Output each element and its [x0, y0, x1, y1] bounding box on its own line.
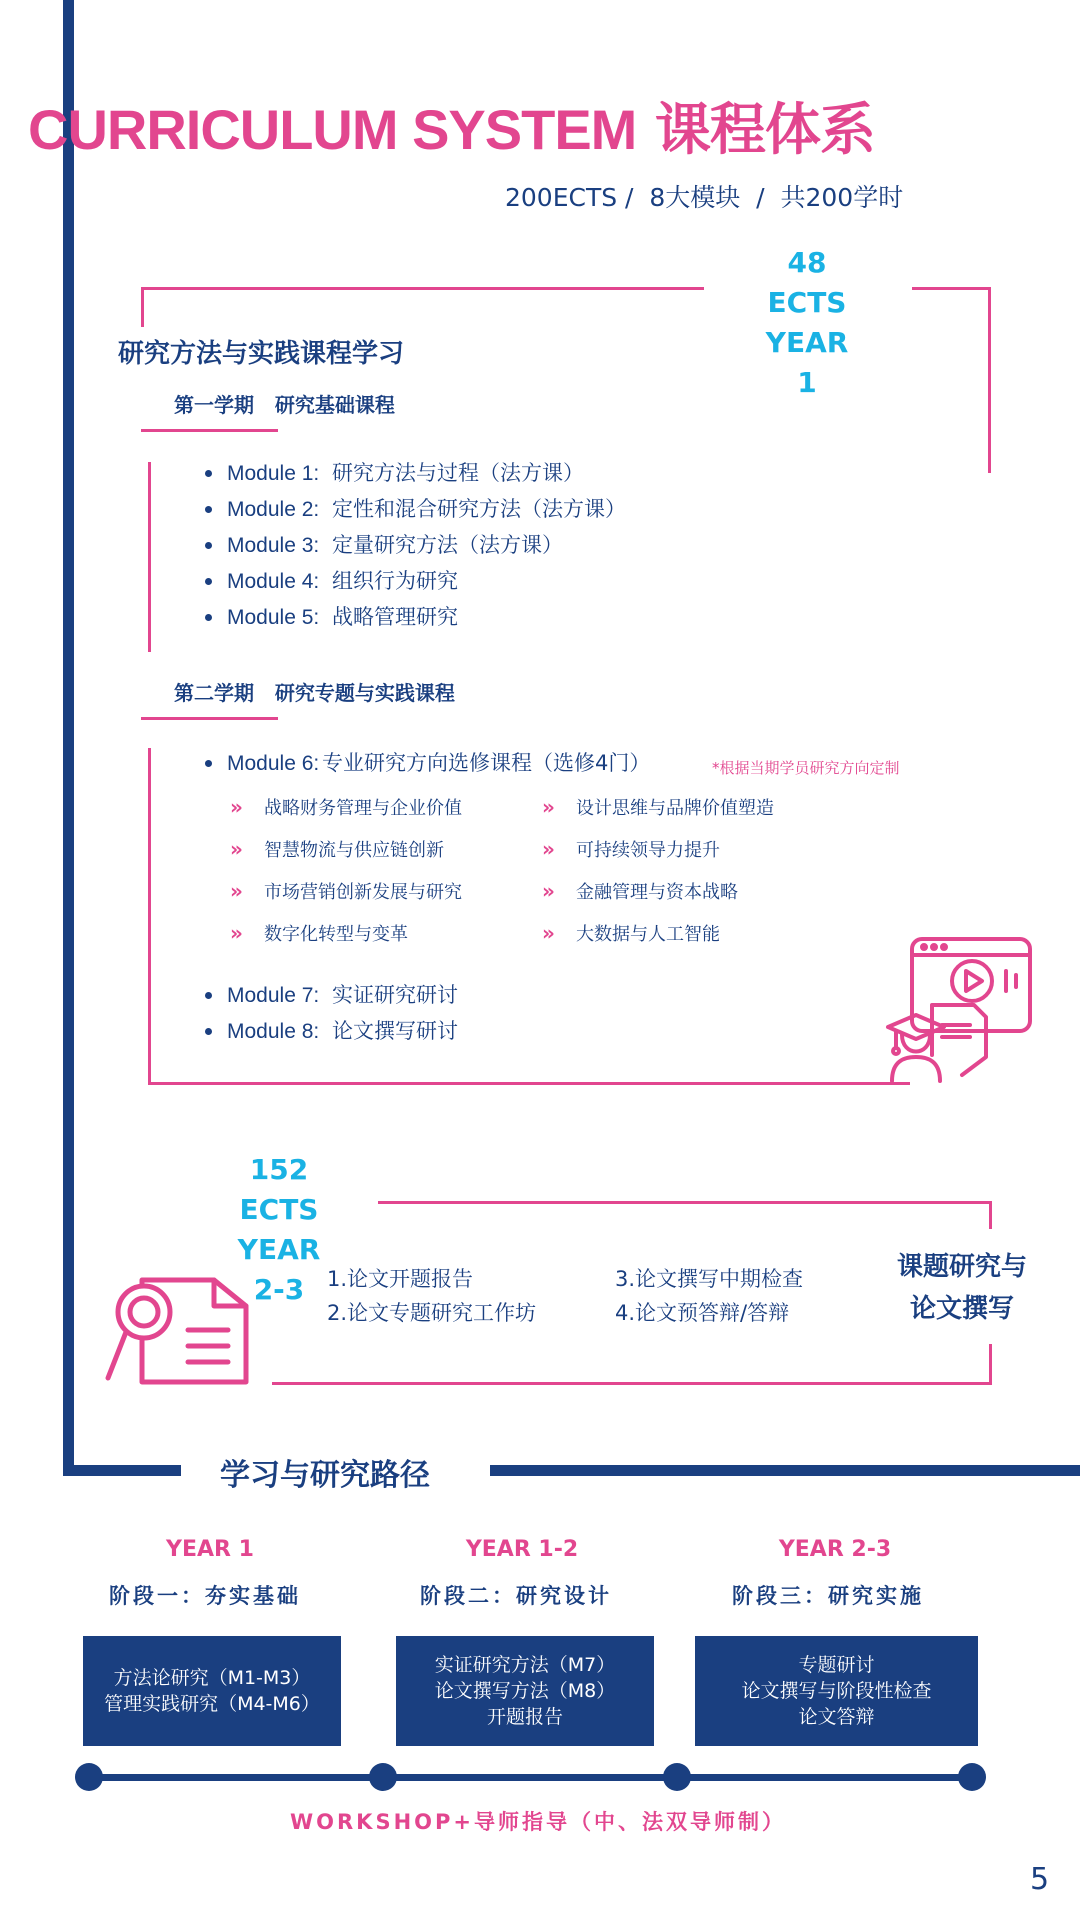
- electives-left: [230, 786, 462, 954]
- term2-left-line: [148, 748, 151, 1084]
- year23-top-line: [378, 1201, 992, 1204]
- module-item: Module 6: 专业研究方向选修课程（选修4门）: [205, 745, 650, 781]
- term2-underline: [141, 717, 278, 720]
- thesis-item: 4.论文预答辩/答辩: [615, 1301, 790, 1325]
- stage-name: 阶段一：夯实基础: [109, 1584, 301, 1608]
- year23-ects: 152 ECTS: [239, 1153, 319, 1226]
- year1-top-line-left: [141, 287, 704, 290]
- term1-left-line: [148, 462, 151, 652]
- module-item: Module 4: 组织行为研究: [205, 563, 626, 599]
- term2-module-list: [205, 977, 458, 1049]
- timeline-dot: [75, 1763, 103, 1791]
- module-item: Module 5: 战略管理研究: [205, 599, 626, 635]
- video-lesson-icon: [880, 935, 1035, 1085]
- year1-top-line-left-tick: [141, 287, 144, 327]
- module-item: Module 2: 定性和混合研究方法（法方课）: [205, 491, 626, 527]
- elective-item: » 设计思维与品牌价值塑造: [542, 795, 774, 819]
- module-item: Module 7: 实证研究研讨: [205, 977, 458, 1013]
- thesis-item: 2.论文专题研究工作坊: [327, 1301, 537, 1325]
- stage-year: YEAR 1-2: [465, 1537, 579, 1562]
- page-title-en: CURRICULUM SYSTEM: [28, 98, 637, 161]
- year1-label: YEAR 1: [765, 326, 849, 399]
- term1-underline: [141, 429, 278, 432]
- stage-box: 方法论研究（M1-M3） 管理实践研究（M4-M6）: [83, 1636, 341, 1746]
- stage-name: 阶段三：研究实施: [732, 1584, 924, 1608]
- timeline-dot: [663, 1763, 691, 1791]
- stage-year: YEAR 2-3: [778, 1537, 892, 1562]
- module-item: Module 3: 定量研究方法（法方课）: [205, 527, 626, 563]
- thesis-item: 3.论文撰写中期检查: [615, 1267, 804, 1291]
- frame-bottom-bar-right: [490, 1465, 1080, 1476]
- document-search-icon: [102, 1268, 252, 1388]
- stage-name: 阶段二：研究设计: [420, 1584, 612, 1608]
- year1-ects-block: [762, 243, 852, 403]
- term1-module-list: [205, 455, 626, 635]
- timeline-line: [88, 1774, 972, 1781]
- elective-item: » 战略财务管理与企业价值: [230, 795, 462, 819]
- stage-box: 专题研讨 论文撰写与阶段性检查 论文答辩: [695, 1636, 978, 1746]
- page-title: [28, 86, 875, 166]
- term2-title: 第二学期 研究专题与实践课程: [174, 681, 455, 705]
- module-item: Module 8: 论文撰写研讨: [205, 1013, 458, 1049]
- year23-items-right: [615, 1262, 803, 1330]
- year23-bottom-right-tick: [989, 1344, 992, 1384]
- elective-item: » 金融管理与资本战略: [542, 879, 738, 903]
- year23-items-left: [327, 1262, 536, 1330]
- timeline-dot: [369, 1763, 397, 1791]
- elective-item: » 市场营销创新发展与研究: [230, 879, 462, 903]
- elective-item: » 可持续领导力提升: [542, 837, 720, 861]
- year23-title: 课题研究与 论文撰写: [896, 1252, 1027, 1324]
- module-item: Module 1: 研究方法与过程（法方课）: [205, 455, 626, 491]
- electives-right: [542, 786, 774, 954]
- module6-note: *根据当期学员研究方向定制: [712, 759, 900, 777]
- year23-label: YEAR 2-3: [237, 1233, 321, 1306]
- path-footer: WORKSHOP+导师指导（中、法双导师制）: [290, 1810, 786, 1834]
- stage-year: YEAR 1: [166, 1537, 254, 1562]
- year23-top-right-tick: [989, 1201, 992, 1229]
- year1-right-line: [988, 287, 991, 473]
- frame-left-bar: [63, 0, 74, 1475]
- thesis-item: 1.论文开题报告: [327, 1267, 474, 1291]
- year1-ects: 48 ECTS: [767, 246, 847, 319]
- timeline-dot: [958, 1763, 986, 1791]
- year1-section-title: 研究方法与实践课程学习: [118, 339, 405, 369]
- elective-item: » 数字化转型与变革: [230, 921, 408, 945]
- curriculum-summary: 200ECTS / 8大模块 / 共200学时: [505, 183, 904, 212]
- frame-bottom-bar-left: [63, 1465, 181, 1476]
- module6-item: [205, 745, 650, 781]
- term2-bottom-line: [148, 1082, 910, 1085]
- elective-item: » 智慧物流与供应链创新: [230, 837, 444, 861]
- term1-title: 第一学期 研究基础课程: [174, 393, 395, 417]
- page-number: 5: [1030, 1862, 1050, 1897]
- page-title-cn: 课程体系: [654, 98, 875, 163]
- stage-box: 实证研究方法（M7） 论文撰写方法（M8） 开题报告: [396, 1636, 654, 1746]
- year23-bottom-line: [272, 1382, 992, 1385]
- year1-top-line-right: [912, 287, 990, 290]
- path-title: 学习与研究路径: [220, 1458, 430, 1493]
- elective-item: » 大数据与人工智能: [542, 921, 720, 945]
